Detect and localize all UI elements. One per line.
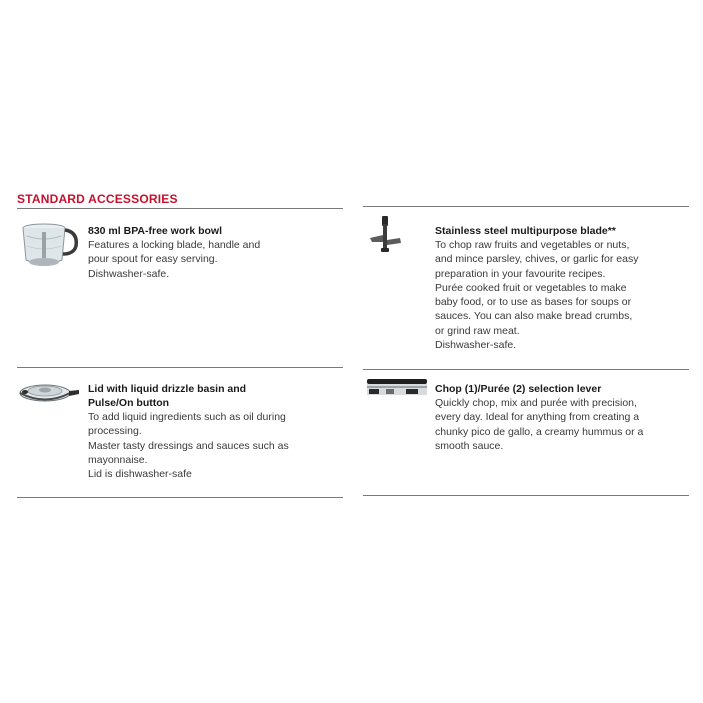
item-description-line: Purée cooked fruit or vegetables to make [435, 281, 627, 294]
divider [17, 208, 343, 209]
item-description-line: baby food, or to use as bases for soups or [435, 296, 632, 309]
item-description-line: Master tasty dressings and sauces such as [88, 439, 289, 452]
item-description-line: Dishwasher-safe. [88, 267, 170, 280]
item-title: Chop (1)/Purée (2) selection lever [435, 383, 602, 395]
item-description-line: Lid is dishwasher-safe [88, 468, 192, 481]
item-description-line: every day. Ideal for anything from creating a [435, 411, 640, 424]
item-title: Stainless steel multipurpose blade** [435, 225, 616, 237]
item-description-line: chunky pico de gallo, a creamy hummus or a [435, 425, 644, 438]
work-bowl-icon [18, 222, 82, 270]
accessory-item [88, 224, 338, 281]
accessory-item [435, 224, 695, 352]
divider [363, 369, 689, 370]
item-description-line: sauces. You can also make bread crumbs, [435, 310, 633, 323]
divider [17, 497, 343, 498]
item-title: 830 ml BPA-free work bowl [88, 225, 223, 237]
item-description-line: Dishwasher-safe. [435, 339, 517, 352]
item-description-line: preparation in your favourite recipes. [435, 267, 606, 280]
item-title: Pulse/On button [88, 397, 170, 409]
item-description-line: mayonnaise. [88, 453, 148, 466]
divider [363, 495, 689, 496]
divider [17, 367, 343, 368]
item-description-line: processing. [88, 425, 142, 438]
accessory-item [88, 382, 343, 481]
item-title: Lid with liquid drizzle basin and [88, 383, 247, 395]
accessory-item [435, 382, 695, 453]
item-description-line: pour spout for easy serving. [88, 253, 218, 266]
drizzle-lid-icon [17, 380, 81, 410]
multipurpose-blade-icon [368, 214, 404, 254]
item-description-line: or grind raw meat. [435, 324, 520, 337]
item-description-line: Quickly chop, mix and purée with precision, [435, 397, 637, 409]
divider [363, 206, 689, 207]
item-description-line: To chop raw fruits and vegetables or nuts, [435, 239, 630, 251]
item-description-line: To add liquid ingredients such as oil during [88, 411, 286, 423]
item-description-line: and mince parsley, chives, or garlic for easy [435, 253, 639, 266]
selection-lever-icon [366, 377, 428, 399]
item-description-line: smooth sauce. [435, 439, 504, 452]
item-description-line: Features a locking blade, handle and [88, 239, 261, 251]
section-title: STANDARD ACCESSORIES [17, 192, 178, 206]
